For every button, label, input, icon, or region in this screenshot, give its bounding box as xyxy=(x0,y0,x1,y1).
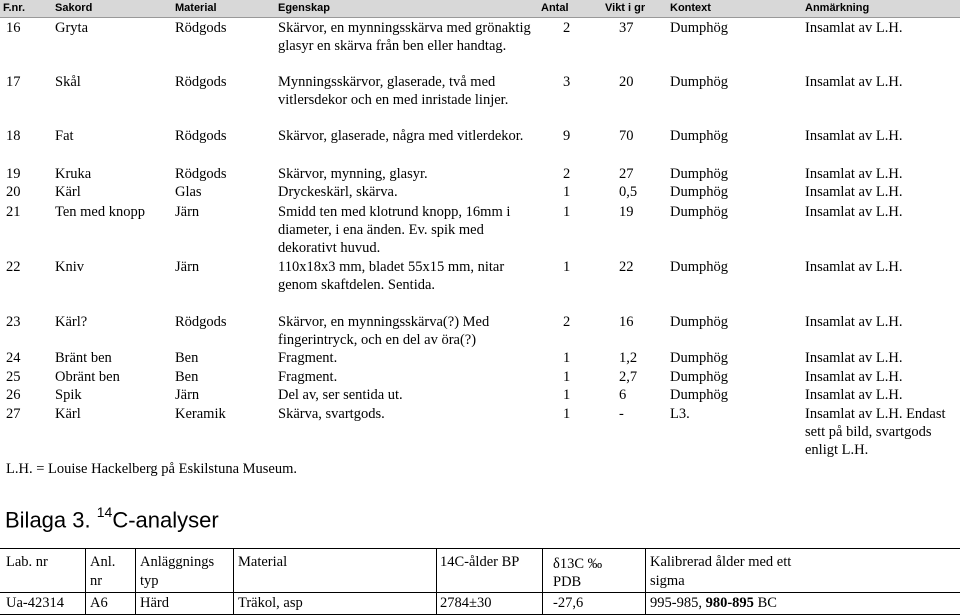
find-kontext: Dumphög xyxy=(670,387,728,403)
find-kontext: Dumphög xyxy=(670,184,728,200)
c14-delta: -27,6 xyxy=(553,595,584,611)
find-nr: 20 xyxy=(6,184,21,200)
find-egenskap: Smidd ten med klotrund knopp, 16mm i diameter, i ena änden. Ev. spik med dekorativt huvud. xyxy=(278,204,511,256)
find-egenskap: Skärvor, en mynningsskärva(?) Med fingerintryck, och en del av öra(?) xyxy=(278,314,490,348)
c14-typ: Härd xyxy=(140,595,169,611)
find-kontext: Dumphög xyxy=(670,166,728,182)
find-vikt: 2,7 xyxy=(619,369,638,385)
find-nr: 25 xyxy=(6,369,21,385)
table-header xyxy=(0,0,960,18)
header-vikt: Vikt i gr xyxy=(605,2,646,14)
find-egenskap: Fragment. xyxy=(278,369,338,385)
footnote: L.H. = Louise Hackelberg på Eskilstuna Museum. xyxy=(6,461,298,477)
find-egenskap: Skärvor, glaserade, några med vitlerdekor. xyxy=(278,128,524,144)
find-antal: 1 xyxy=(563,184,571,200)
c14-kal-range-1: 995-985, xyxy=(650,595,706,611)
find-sakord: Fat xyxy=(55,128,74,144)
find-kontext: L3. xyxy=(670,406,690,422)
find-antal: 3 xyxy=(563,74,571,90)
c14-header-material: Material xyxy=(238,554,288,570)
find-anmarkning: Insamlat av L.H. xyxy=(805,128,903,144)
find-kontext: Dumphög xyxy=(670,369,728,385)
c14-header-delta: δ13C ‰ xyxy=(553,556,603,572)
header-anmarkning: Anmärkning xyxy=(805,2,870,14)
c14-anl: A6 xyxy=(90,595,108,611)
find-egenskap: Dryckeskärl, skärva. xyxy=(278,184,398,200)
c14-header-anl-2: nr xyxy=(90,573,103,589)
heading-superscript: 14 xyxy=(96,504,113,520)
find-material: Rödgods xyxy=(175,74,227,90)
find-egenskap: Skärva, svartgods. xyxy=(278,406,385,422)
find-anmarkning: Insamlat av L.H. xyxy=(805,259,903,275)
find-nr: 23 xyxy=(6,314,21,330)
find-vikt: 0,5 xyxy=(619,184,638,200)
find-sakord: Spik xyxy=(55,387,82,403)
find-egenskap: Fragment. xyxy=(278,350,338,366)
find-vikt: 20 xyxy=(619,74,634,90)
header-sakord: Sakord xyxy=(55,2,93,14)
c14-alder: 2784±30 xyxy=(440,595,492,611)
c14-header-labnr: Lab. nr xyxy=(6,554,48,570)
find-nr: 16 xyxy=(6,20,21,36)
find-sakord: Kärl xyxy=(55,406,81,422)
find-vikt: 16 xyxy=(619,314,634,330)
find-anmarkning: Insamlat av L.H. xyxy=(805,350,903,366)
find-vikt: 37 xyxy=(619,20,634,36)
find-sakord: Kärl xyxy=(55,184,81,200)
find-anmarkning: Insamlat av L.H. xyxy=(805,74,903,90)
header-egenskap: Egenskap xyxy=(278,2,330,14)
find-antal: 1 xyxy=(563,350,571,366)
find-material: Järn xyxy=(175,259,200,275)
c14-labnr: Ua-42314 xyxy=(6,595,64,611)
c14-material: Träkol, asp xyxy=(238,595,303,611)
c14-kalibrerad xyxy=(650,594,777,613)
find-sakord: Obränt ben xyxy=(55,369,120,385)
find-anmarkning: Insamlat av L.H. xyxy=(805,184,903,200)
find-anmarkning: Insamlat av L.H. xyxy=(805,204,903,220)
find-anmarkning: Insamlat av L.H. xyxy=(805,166,903,182)
c14-header-anl: Anl. xyxy=(90,554,116,570)
c14-table xyxy=(0,548,960,615)
find-antal: 1 xyxy=(563,406,571,422)
find-material: Rödgods xyxy=(175,20,227,36)
find-vikt: 70 xyxy=(619,128,634,144)
find-vikt: 22 xyxy=(619,259,634,275)
find-egenskap: Mynningsskärvor, glaserade, två med vitlersdekor och en med inristade linjer. xyxy=(278,74,509,108)
header-kontext: Kontext xyxy=(670,2,711,14)
header-fnr: F.nr. xyxy=(3,2,26,14)
find-egenskap: Skärvor, en mynningsskärva med grönaktig glasyr en skärva från ben eller handtag. xyxy=(278,20,531,54)
header-antal: Antal xyxy=(541,2,569,14)
find-anmarkning: Insamlat av L.H. Endast sett på bild, svartgods enligt L.H. xyxy=(805,406,946,458)
find-antal: 9 xyxy=(563,128,571,144)
find-vikt: - xyxy=(619,406,624,422)
c14-header-kalibrerad: Kalibrerad ålder med ett xyxy=(650,554,792,570)
heading-prefix: Bilaga 3. xyxy=(5,507,91,533)
find-anmarkning: Insamlat av L.H. xyxy=(805,387,903,403)
find-vikt: 6 xyxy=(619,387,627,403)
find-sakord: Kruka xyxy=(55,166,92,182)
find-vikt: 1,2 xyxy=(619,350,638,366)
find-egenskap: Del av, ser sentida ut. xyxy=(278,387,403,403)
find-sakord: Skål xyxy=(55,74,81,90)
c14-header-typ-2: typ xyxy=(140,573,159,589)
find-nr: 24 xyxy=(6,350,21,366)
find-material: Järn xyxy=(175,387,200,403)
find-antal: 2 xyxy=(563,166,571,182)
find-material: Rödgods xyxy=(175,166,227,182)
c14-header-kalibrerad-2: sigma xyxy=(650,573,685,589)
find-nr: 18 xyxy=(6,128,21,144)
find-nr: 27 xyxy=(6,406,21,422)
find-anmarkning: Insamlat av L.H. xyxy=(805,314,903,330)
c14-kal-era: BC xyxy=(753,595,777,611)
find-vikt: 19 xyxy=(619,204,634,220)
find-egenskap: 110x18x3 mm, bladet 55x15 mm, nitar genom skaftdelen. Sentida. xyxy=(278,259,505,293)
find-material: Rödgods xyxy=(175,314,227,330)
find-kontext: Dumphög xyxy=(670,259,728,275)
find-sakord: Kniv xyxy=(55,259,84,275)
find-material: Keramik xyxy=(175,406,226,422)
section-heading xyxy=(5,506,219,533)
find-kontext: Dumphög xyxy=(670,74,728,90)
find-nr: 19 xyxy=(6,166,21,182)
find-nr: 21 xyxy=(6,204,21,220)
find-antal: 1 xyxy=(563,387,571,403)
find-antal: 2 xyxy=(563,20,571,36)
find-kontext: Dumphög xyxy=(670,314,728,330)
find-antal: 1 xyxy=(563,204,571,220)
find-material: Järn xyxy=(175,204,200,220)
find-sakord: Ten med knopp xyxy=(55,204,145,220)
find-material: Ben xyxy=(175,350,199,366)
find-vikt: 27 xyxy=(619,166,634,182)
find-material: Rödgods xyxy=(175,128,227,144)
find-kontext: Dumphög xyxy=(670,204,728,220)
c14-header-delta-2: PDB xyxy=(553,574,582,590)
find-kontext: Dumphög xyxy=(670,20,728,36)
find-nr: 26 xyxy=(6,387,21,403)
find-nr: 17 xyxy=(6,74,21,90)
c14-header-typ: Anläggnings xyxy=(140,554,215,570)
c14-kal-range-2: 980-895 xyxy=(705,595,754,611)
find-sakord: Kärl? xyxy=(55,314,88,330)
find-sakord: Bränt ben xyxy=(55,350,112,366)
find-antal: 2 xyxy=(563,314,571,330)
find-anmarkning: Insamlat av L.H. xyxy=(805,20,903,36)
heading-suffix: C-analyser xyxy=(112,507,219,533)
find-sakord: Gryta xyxy=(55,20,89,36)
c14-header-alder: 14C-ålder BP xyxy=(440,554,520,570)
find-antal: 1 xyxy=(563,259,571,275)
find-nr: 22 xyxy=(6,259,21,275)
find-anmarkning: Insamlat av L.H. xyxy=(805,369,903,385)
find-material: Glas xyxy=(175,184,202,200)
find-kontext: Dumphög xyxy=(670,128,728,144)
header-material: Material xyxy=(175,2,217,14)
find-antal: 1 xyxy=(563,369,571,385)
find-kontext: Dumphög xyxy=(670,350,728,366)
find-egenskap: Skärvor, mynning, glasyr. xyxy=(278,166,428,182)
find-material: Ben xyxy=(175,369,199,385)
